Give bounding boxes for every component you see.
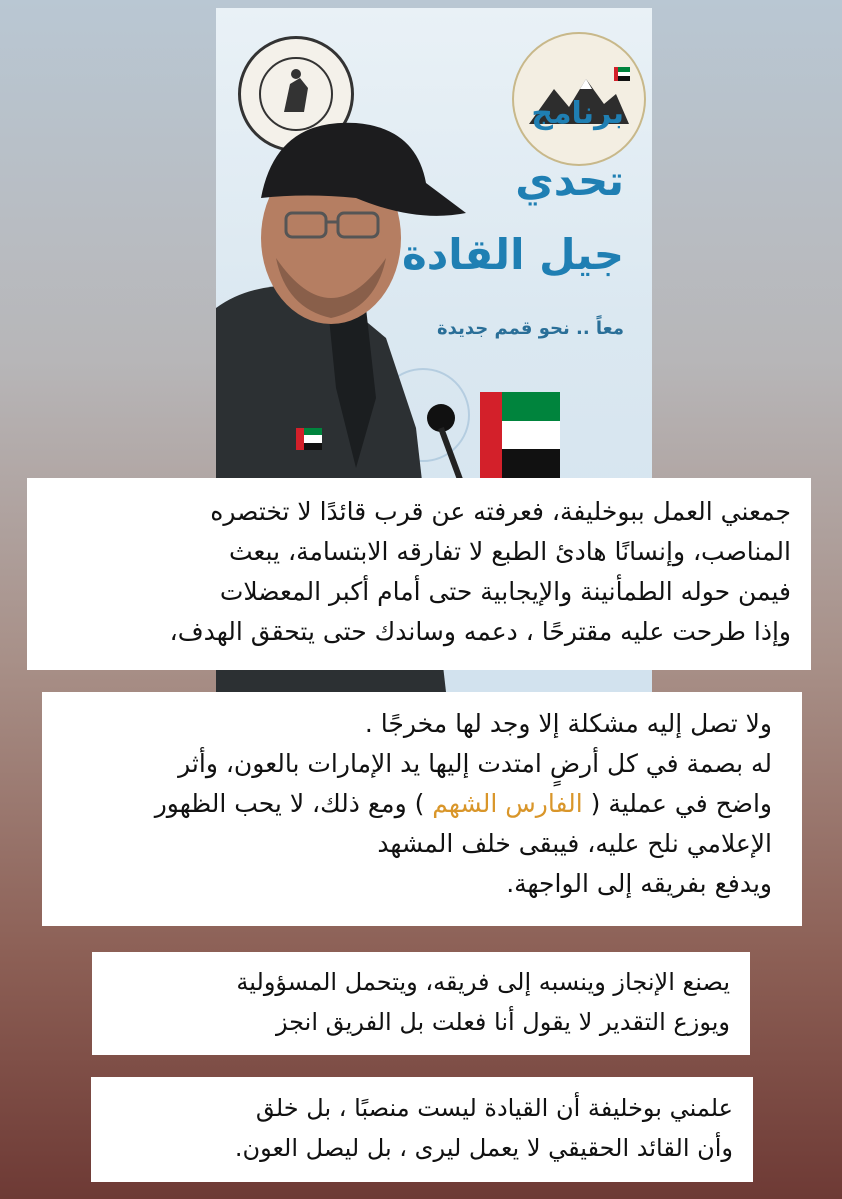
card3-line-1: يصنع الإنجاز وينسبه إلى فريقه، ويتحمل المسؤولية: [236, 968, 730, 996]
card2-line-3-after: ) ومع ذلك، لا يحب الظهور: [154, 789, 433, 818]
banner-line-1: برنامج: [531, 96, 624, 131]
text-card-2: [42, 692, 802, 926]
banner-tagline: معاً .. نحو قمم جديدة: [437, 318, 624, 339]
card1-line-4: وإذا طرحت عليه مقترحًا ، دعمه وساندك حتى يتحقق الهدف،: [169, 617, 791, 646]
banner-line-3: جيل القادة: [401, 230, 624, 279]
card2-line-2: له بصمة في كل أرضٍ امتدت إليها يد الإمارات بالعون، وأثر: [178, 749, 772, 778]
card3-line-2: ويوزع التقدير لا يقول أنا فعلت بل الفريق انجز: [275, 1008, 730, 1036]
text-card-3: [92, 952, 750, 1055]
card2-line-3: [72, 784, 772, 824]
card4-line-1: علمني بوخليفة أن القيادة ليست منصبًا ، بل خلق: [255, 1094, 733, 1122]
card2-line-4: الإعلامي نلح عليه، فيبقى خلف المشهد: [377, 829, 772, 858]
card1-line-1: جمعني العمل ببوخليفة، فعرفته عن قرب قائدًا لا تختصره: [210, 497, 791, 526]
text-card-1: [27, 478, 811, 670]
card2-line-1: ولا تصل إليه مشكلة إلا وجد لها مخرجًا .: [364, 709, 772, 738]
highlighted-operation-name: الفارس الشهم: [432, 789, 583, 818]
card2-line-3-before: واضح في عملية (: [582, 789, 772, 818]
banner-line-2: تحدي: [515, 156, 624, 205]
card1-line-2: المناصب، وإنسانًا هادئ الطبع لا تفارقه الابتسامة، يبعث: [228, 537, 791, 566]
card2-line-5: ويدفع بفريقه إلى الواجهة.: [506, 869, 772, 898]
text-card-4: [91, 1077, 753, 1182]
card1-line-3: فيمن حوله الطمأنينة والإيجابية حتى أمام أكبر المعضلات: [219, 577, 791, 606]
card4-line-2: وأن القائد الحقيقي لا يعمل ليرى ، بل ليصل العون.: [234, 1134, 733, 1162]
